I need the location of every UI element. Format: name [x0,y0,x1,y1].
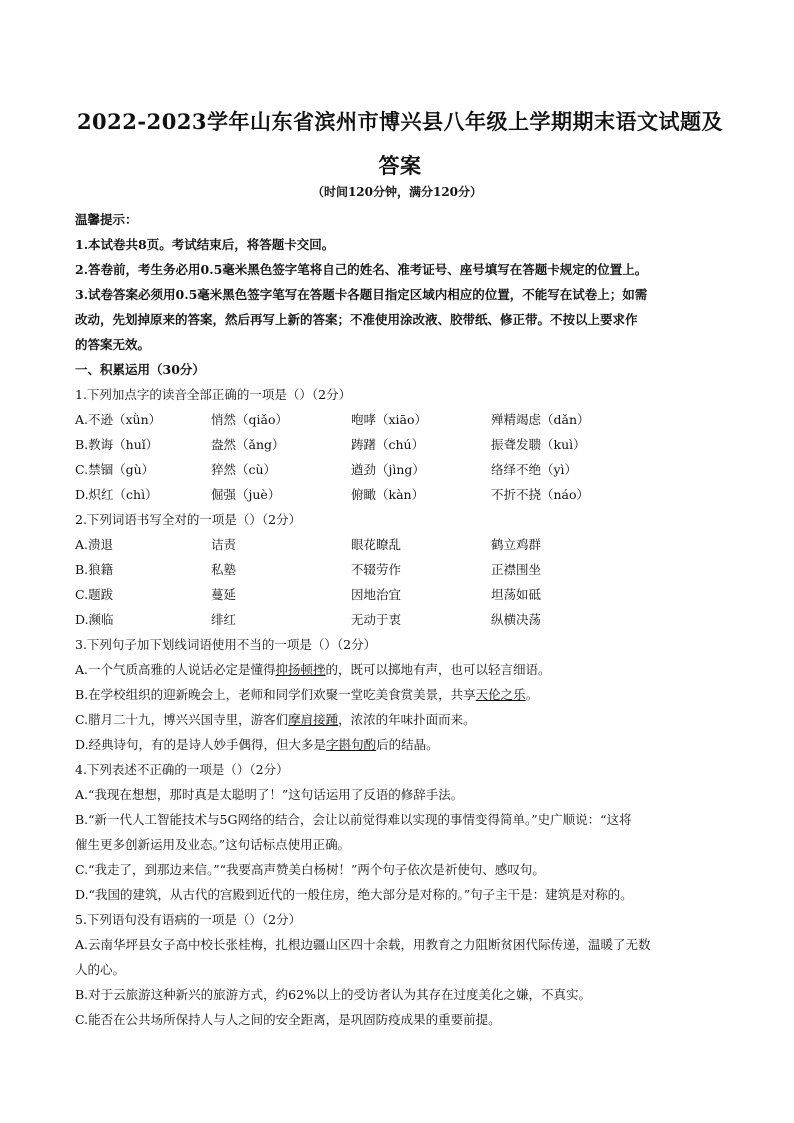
question-5-option-a-line-1: A.云南华坪县女子高中校长张桂梅，扎根边疆山区四十余载，用教育之力阻断贫困代际传递，温暖了无数 [75,937,651,952]
question-4-option-b-line-1: B.“新一代人工智能技术与5G网络的结合，会让以前觉得难以实现的事情变得简单。”史广顺说：“这将 [75,812,632,827]
option-cell: 纵横决荡 [491,612,542,627]
option-cell: 不辍劳作 [351,562,402,577]
option-cell: 蔓延 [211,587,237,602]
text-segment: 的，既可以掷地有声，也可以轻言细语。 [325,662,551,677]
question-5-stem: 5.下列语句没有语病的一项是（）（2分） [75,912,302,927]
option-cell: 鹤立鸡群 [491,537,542,552]
text-segment: C.腊月二十九，博兴兴国寺里，游客们 [75,712,289,727]
tip-2: 2.答卷前，考生务必用0.5毫米黑色签字笔将自己的姓名、准考证号、座号填写在答题卡规定的位置上。 [75,262,648,277]
question-3-option-b [75,682,725,707]
underlined-phrase: 天伦之乐 [475,687,526,702]
option-cell: 不折不挠（náo） [491,487,590,502]
option-cell: D.炽红（chì） [75,487,158,502]
option-cell: B.狼籍 [75,562,114,577]
option-cell: 因地治宜 [351,587,402,602]
tip-3-line-1: 3.试卷答案必须用0.5毫米黑色签字笔写在答题卡各题目指定区域内相应的位置，不能写在试卷上；如需 [75,287,648,302]
question-4-option-d: D.“我国的建筑，从古代的宫殿到近代的一般住房，绝大部分是对称的。”句子主干是：建筑是对称的。 [75,887,633,902]
option-cell: 绯红 [211,612,237,627]
question-1-option-d [75,482,725,507]
option-cell: 振聋发聩（kuì） [491,437,586,452]
option-cell: 络绎不绝（yì） [491,462,578,477]
underlined-phrase: 摩肩接踵 [288,712,339,727]
option-cell: 俯瞰（kàn） [351,487,425,502]
text-segment: B.在学校组织的迎新晚会上，老师和同学们欢聚一堂吃美食赏美景，共享 [75,687,476,702]
question-2-option-d [75,607,725,632]
option-cell: B.教诲（huǐ） [75,437,159,452]
option-cell: C.禁锢（gù） [75,462,155,477]
option-cell: A.不逊（xǜn） [75,412,162,427]
option-cell: A.溃退 [75,537,114,552]
text-segment: A.一个气质高雅的人说话必定是懂得 [75,662,276,677]
option-cell: 私塾 [211,562,237,577]
question-2-stem: 2.下列词语书写全对的一项是（）（2分） [75,512,302,527]
option-cell: C.题跋 [75,587,114,602]
question-5-option-a-line-2: 人的心。 [75,962,126,977]
option-cell: 倔强（juè） [211,487,281,502]
exam-content [75,207,725,1032]
tip-1: 1.本试卷共8页。考试结束后，将答题卡交回。 [75,237,335,252]
question-2-option-b [75,557,725,582]
text-segment: D.经典诗句，有的是诗人妙手偶得，但大多是 [75,737,327,752]
question-4-stem: 4.下列表述不正确的一项是（）（2分） [75,762,289,777]
question-3-option-a [75,657,725,682]
exam-duration-note: （时间120分钟，满分120分） [311,185,483,199]
underlined-phrase: 抑扬顿挫 [275,662,326,677]
option-cell: D.濒临 [75,612,114,627]
tips-heading: 温馨提示： [75,212,138,227]
option-cell: 坦荡如砥 [491,587,542,602]
option-cell: 诘责 [211,537,237,552]
option-cell: 猝然（cù） [211,462,277,477]
option-cell: 遒劲（jìng） [351,462,425,477]
text-segment: 。 [525,687,539,702]
underlined-phrase: 字斟句酌 [326,737,377,752]
option-cell: 踌躇（chú） [351,437,425,452]
question-5-option-c: C.能否在公共场所保持人与人之间的安全距离，是巩固防疫成果的重要前提。 [75,1012,501,1027]
option-cell: 眼花瞭乱 [351,537,402,552]
section-heading: 一、积累运用（30分） [75,362,205,377]
text-segment: 后的结晶。 [376,737,439,752]
page-title: 2022-2023学年山东省滨州市博兴县八年级上学期期末语文试题及答案 [76,109,724,178]
question-4-option-b-line-2: 催生更多创新运用及业态。”这句话标点使用正确。 [75,837,351,852]
text-segment: ，浓浓的年味扑面而来。 [338,712,476,727]
option-cell: 殚精竭虑（dǎn） [491,412,590,427]
question-2-option-a [75,532,725,557]
question-3-option-c [75,707,725,732]
question-1-option-c [75,457,725,482]
question-4-option-a: A.“我现在想想，那时真是太聪明了！”这句话运用了反语的修辞手法。 [75,787,464,802]
question-4-option-c: C.“我走了，到那边来信。”“我要高声赞美白杨树！”两个句子依次是祈使句、感叹句。 [75,862,545,877]
option-cell: 咆哮（xiāo） [351,412,428,427]
option-cell: 无动于衷 [351,612,402,627]
tip-3-line-3: 的答案无效。 [75,337,151,352]
question-5-option-b: B.对于云旅游这种新兴的旅游方式，约62%以上的受访者认为其存在过度美化之嫌，不真实。 [75,987,591,1002]
question-1-option-a [75,407,725,432]
option-cell: 正襟围坐 [491,562,542,577]
option-cell: 盎然（ǎng） [211,437,285,452]
question-3-option-d [75,732,725,757]
tip-3-line-2: 改动，先划掉原来的答案，然后再写上新的答案；不准使用涂改液、胶带纸、修正带。不按以上要求作 [75,312,638,327]
option-cell: 悄然（qiǎo） [211,412,288,427]
question-2-option-c [75,582,725,607]
question-3-stem: 3.下列句子加下划线词语使用不当的一项是（）（2分） [75,637,377,652]
question-1-stem: 1.下列加点字的读音全部正确的一项是（）（2分） [75,387,352,402]
question-1-option-b [75,432,725,457]
